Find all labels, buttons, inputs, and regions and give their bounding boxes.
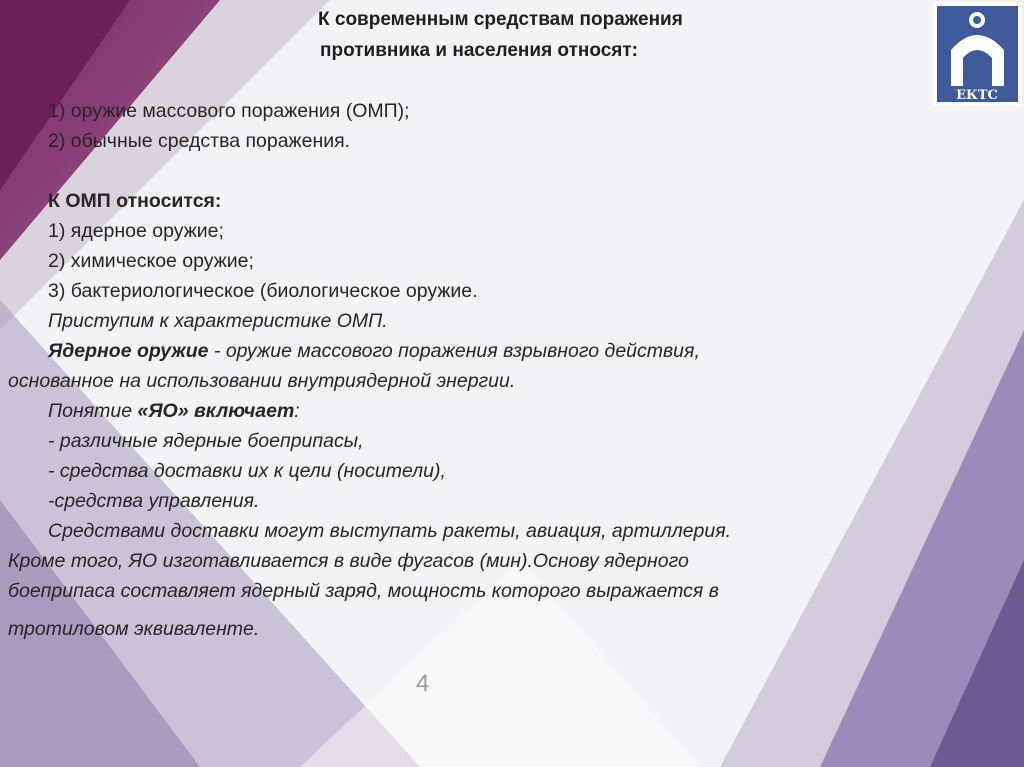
page-number: 4 bbox=[416, 670, 430, 697]
nuclear-term: Ядерное оружие bbox=[48, 340, 209, 362]
delivery-line-1: Средствами доставки могут выступать ракеты, авиация, артиллерия. bbox=[48, 520, 732, 542]
title-line-2: противника и населения относят: bbox=[320, 40, 638, 61]
concept-colon: : bbox=[294, 400, 300, 422]
concept-line bbox=[8, 396, 968, 426]
list1-item: 1) оружие массового поражения (ОМП); bbox=[48, 100, 410, 122]
concept-term: «ЯО» включает bbox=[137, 400, 295, 422]
list2-item: 3) бактериологическое (биологическое оружие. bbox=[48, 280, 478, 302]
title-line-1: К современным средствам поражения bbox=[318, 9, 683, 30]
nuclear-definition-line bbox=[8, 336, 968, 366]
slide-body bbox=[8, 96, 968, 644]
list2-item: 2) химическое оружие; bbox=[48, 250, 254, 272]
delivery-line-3: боеприпаса составляет ядерный заряд, мощность которого выражается в bbox=[8, 580, 719, 602]
concept-item: -средства управления. bbox=[48, 490, 260, 512]
characteristics-line: Приступим к характеристике ОМП. bbox=[48, 310, 388, 332]
list1-item: 2) обычные средства поражения. bbox=[48, 130, 351, 152]
list2-item: 1) ядерное оружие; bbox=[48, 220, 224, 242]
omp-heading: К ОМП относится: bbox=[48, 190, 222, 212]
logo-text: ЕКТС bbox=[956, 88, 998, 103]
ektc-logo bbox=[933, 2, 1022, 106]
concept-item: - средства доставки их к цели (носители), bbox=[48, 460, 446, 482]
concept-prefix: Понятие bbox=[48, 400, 138, 422]
nuclear-def-1: - оружие массового поражения взрывного действия, bbox=[208, 340, 700, 362]
delivery-line-2: Кроме того, ЯО изготавливается в виде фугасов (мин).Основу ядерного bbox=[8, 550, 689, 572]
slide-title bbox=[318, 4, 878, 66]
concept-item: - различные ядерные боеприпасы, bbox=[48, 430, 364, 452]
nuclear-def-2: основанное на использовании внутриядерной энергии. bbox=[8, 370, 516, 392]
delivery-line-4: тротиловом эквиваленте. bbox=[8, 618, 260, 640]
